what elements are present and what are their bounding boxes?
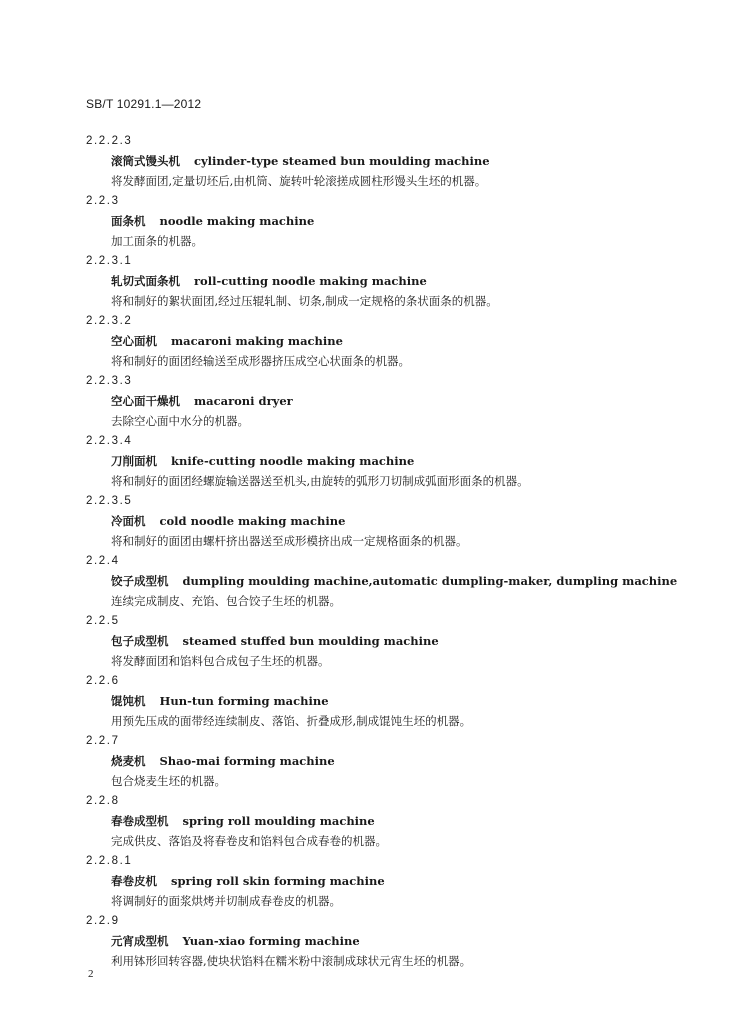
entry-term	[86, 631, 686, 651]
entry-term	[86, 391, 686, 411]
term-entry	[86, 551, 686, 611]
entry-number: 2.2.7	[86, 735, 120, 747]
entry-definition: 连续完成制皮、充馅、包合饺子生坯的机器。	[111, 594, 341, 608]
entry-term	[86, 871, 686, 891]
term-entry	[86, 491, 686, 551]
term-chinese: 元宵成型机	[111, 934, 169, 948]
term-english: macaroni dryer	[194, 394, 293, 408]
term-entry	[86, 611, 686, 671]
term-chinese: 饺子成型机	[111, 574, 169, 588]
term-english: dumpling moulding machine,automatic dumpling-maker, dumpling machine	[182, 574, 678, 588]
entry-number: 2.2.4	[86, 555, 120, 567]
term-chinese: 空心面机	[111, 334, 157, 348]
term-chinese: 空心面干燥机	[111, 394, 180, 408]
term-entry	[86, 731, 686, 791]
term-entry	[86, 371, 686, 431]
entry-number: 2.2.3.5	[86, 495, 133, 507]
term-chinese: 冷面机	[111, 514, 146, 528]
entry-definition: 包合烧麦生坯的机器。	[111, 774, 226, 788]
term-entry	[86, 911, 686, 971]
entry-term	[86, 451, 686, 471]
entry-term	[86, 931, 686, 951]
page-number: 2	[88, 968, 94, 980]
term-english: knife-cutting noodle making machine	[171, 454, 415, 468]
entry-definition: 用预先压成的面带经连续制皮、落馅、折叠成形,制成馄饨生坯的机器。	[111, 714, 472, 728]
term-entries	[86, 131, 686, 971]
entry-number: 2.2.2.3	[86, 135, 133, 147]
term-chinese: 面条机	[111, 214, 146, 228]
standard-number-header: SB/T 10291.1—2012	[86, 97, 202, 111]
term-entry	[86, 431, 686, 491]
term-entry	[86, 791, 686, 851]
entry-term	[86, 751, 686, 771]
entry-number: 2.2.3.3	[86, 375, 133, 387]
term-english: Yuan-xiao forming machine	[182, 934, 360, 948]
entry-definition: 将和制好的面团经螺旋输送器送至机头,由旋转的弧形刀切制成弧面形面条的机器。	[111, 474, 529, 488]
term-entry	[86, 851, 686, 911]
term-english: cold noodle making machine	[159, 514, 346, 528]
entry-number: 2.2.3.2	[86, 315, 133, 327]
term-chinese: 轧切式面条机	[111, 274, 180, 288]
term-entry	[86, 191, 686, 251]
entry-number: 2.2.9	[86, 915, 120, 927]
term-english: spring roll moulding machine	[182, 814, 375, 828]
entry-number: 2.2.5	[86, 615, 120, 627]
term-entry	[86, 311, 686, 371]
term-chinese: 刀削面机	[111, 454, 157, 468]
term-english: macaroni making machine	[171, 334, 343, 348]
entry-term	[86, 811, 686, 831]
term-english: cylinder-type steamed bun moulding machine	[194, 154, 490, 168]
entry-term	[86, 211, 686, 231]
term-english: Shao-mai forming machine	[159, 754, 335, 768]
entry-definition: 去除空心面中水分的机器。	[111, 414, 249, 428]
entry-number: 2.2.8	[86, 795, 120, 807]
entry-definition: 完成供皮、落馅及将春卷皮和馅料包合成春卷的机器。	[111, 834, 387, 848]
term-english: Hun-tun forming machine	[159, 694, 329, 708]
term-chinese: 春卷皮机	[111, 874, 157, 888]
entry-definition: 将和制好的絮状面团,经过压辊轧制、切条,制成一定规格的条状面条的机器。	[111, 294, 498, 308]
entry-definition: 利用钵形回转容器,使块状馅料在糯米粉中滚制成球状元宵生坯的机器。	[111, 954, 472, 968]
entry-number: 2.2.3	[86, 195, 120, 207]
entry-definition: 将和制好的面团经输送至成形器挤压成空心状面条的机器。	[111, 354, 410, 368]
term-english: steamed stuffed bun moulding machine	[182, 634, 439, 648]
entry-number: 2.2.6	[86, 675, 120, 687]
entry-number: 2.2.3.4	[86, 435, 133, 447]
entry-definition: 将发酵面团和馅料包合成包子生坯的机器。	[111, 654, 330, 668]
term-entry	[86, 251, 686, 311]
entry-definition: 加工面条的机器。	[111, 234, 203, 248]
term-entry	[86, 131, 686, 191]
term-chinese: 春卷成型机	[111, 814, 169, 828]
entry-definition: 将调制好的面浆烘烤并切制成春卷皮的机器。	[111, 894, 341, 908]
entry-term	[86, 271, 686, 291]
entry-definition: 将发酵面团,定量切坯后,由机筒、旋转叶轮滚搓成圆柱形馒头生坯的机器。	[111, 174, 487, 188]
entry-definition: 将和制好的面团由螺杆挤出器送至成形模挤出成一定规格面条的机器。	[111, 534, 468, 548]
term-english: noodle making machine	[159, 214, 315, 228]
term-chinese: 烧麦机	[111, 754, 146, 768]
term-chinese: 滚筒式馒头机	[111, 154, 180, 168]
entry-term	[86, 571, 686, 591]
entry-number: 2.2.8.1	[86, 855, 133, 867]
term-chinese: 包子成型机	[111, 634, 169, 648]
term-english: spring roll skin forming machine	[171, 874, 385, 888]
entry-number: 2.2.3.1	[86, 255, 133, 267]
entry-term	[86, 511, 686, 531]
term-english: roll-cutting noodle making machine	[194, 274, 427, 288]
term-entry	[86, 671, 686, 731]
entry-term	[86, 151, 686, 171]
entry-term	[86, 691, 686, 711]
term-chinese: 馄饨机	[111, 694, 146, 708]
entry-term	[86, 331, 686, 351]
